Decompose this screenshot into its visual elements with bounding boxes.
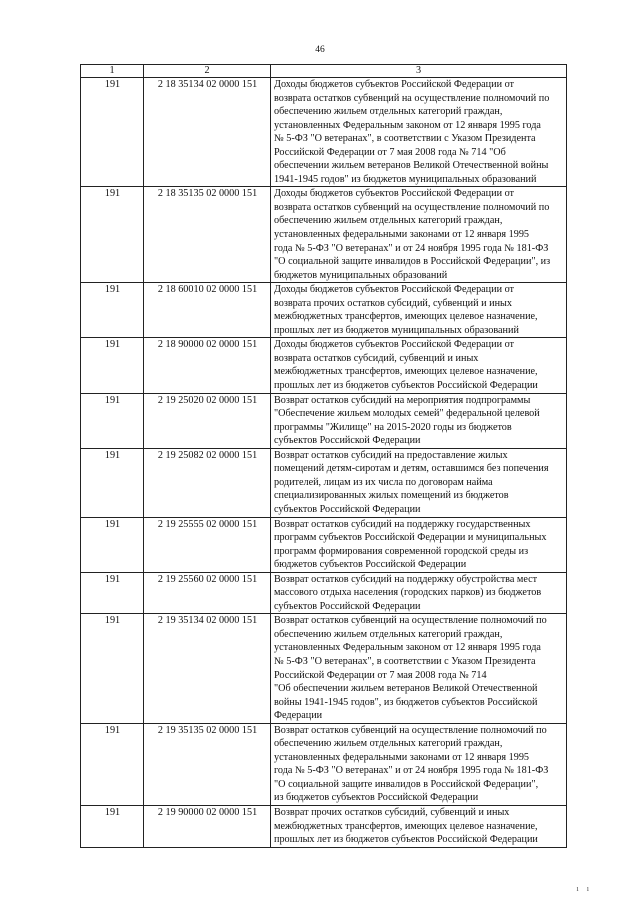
admin-code-cell: 191 [81,723,144,805]
page-number: 46 [315,45,325,55]
description-line: Возврат прочих остатков субсидий, субвенций и иных [274,806,510,818]
table-row [81,283,567,338]
description-cell [271,283,567,338]
description-cell [271,723,567,805]
admin-code-cell: 191 [81,393,144,448]
budget-code-cell: 2 18 60010 02 0000 151 [144,283,271,338]
budget-classification-table [80,64,567,848]
table-header-row [81,65,567,78]
description-line: Возврат остатков субсидий на поддержку государственных [274,518,531,530]
description-cell [271,393,567,448]
budget-code-cell: 2 19 25560 02 0000 151 [144,572,271,614]
description-line: бюджетов субъектов Российской Федерации [274,559,467,571]
description-line: обеспечению жильем отдельных категорий граждан, [274,106,503,118]
description-line: прошлых лет из бюджетов субъектов Российской Федерации [274,834,538,846]
description-cell [271,338,567,393]
description-line: Доходы бюджетов субъектов Российской Федерации от [274,339,514,351]
description-line: из бюджетов субъектов Российской Федерации [274,792,479,804]
description-cell [271,78,567,187]
description-line: обеспечению жильем отдельных категорий граждан, [274,738,503,750]
description-cell [271,517,567,572]
description-line: межбюджетных трансфертов, имеющих целевое назначение, [274,366,538,378]
description-line: Российской Федерации от 7 мая 2008 года № 714 "Об [274,146,506,158]
table-row [81,572,567,614]
column-header-3: 3 [271,65,567,78]
table-row [81,448,567,517]
description-line: установленных федеральными законами от 12 января 1995 [274,229,530,241]
description-cell [271,805,567,847]
description-line: программы "Жилище" на 2015-2020 годы из бюджетов [274,421,512,433]
description-line: Федерации [274,710,323,722]
admin-code-cell: 191 [81,572,144,614]
table-row [81,517,567,572]
description-line: года № 5-ФЗ "О ветеранах" и от 24 ноября 1995 года № 181-ФЗ [274,242,549,254]
description-line: прошлых лет из бюджетов субъектов Российской Федерации [274,380,538,392]
description-line: войны 1941-1945 годов", из бюджетов субъектов Российской [274,696,538,708]
description-line: Возврат остатков субсидий на мероприятия подпрограммы [274,394,531,406]
description-line: № 5-ФЗ "О ветеранах", в соответствии с Указом Президента [274,655,536,667]
description-cell [271,572,567,614]
description-line: возврата остатков субвенций на осуществление полномочий по [274,201,550,213]
budget-code-cell: 2 19 25082 02 0000 151 [144,448,271,517]
description-line: Доходы бюджетов субъектов Российской Федерации от [274,188,514,200]
description-line: установленных Федеральным законом от 12 января 1995 года [274,642,541,654]
admin-code-cell: 191 [81,338,144,393]
budget-code-cell: 2 19 25020 02 0000 151 [144,393,271,448]
description-line: массового отдыха населения (городских парков) из бюджетов [274,587,542,599]
budget-code-cell: 2 19 90000 02 0000 151 [144,805,271,847]
table-row [81,338,567,393]
admin-code-cell: 191 [81,805,144,847]
description-line: родителей, лицам из их числа по договорам найма [274,476,493,488]
admin-code-cell: 191 [81,283,144,338]
description-line: субъектов Российской Федерации [274,435,421,447]
description-line: программ субъектов Российской Федерации и муниципальных [274,532,547,544]
budget-code-cell: 2 18 90000 02 0000 151 [144,338,271,393]
description-line: программ формирования современной городской среды из [274,545,529,557]
description-line: обеспечении жильем ветеранов Великой Отечественной войны [274,160,549,172]
description-line: "Об обеспечении жильем ветеранов Великой Отечественной [274,683,538,695]
table-row [81,187,567,283]
description-line: возврата прочих остатков субсидий, субвенций и иных [274,297,512,309]
table-row [81,805,567,847]
description-line: помещений детям-сиротам и детям, оставшимся без попечения [274,463,549,475]
budget-code-cell: 2 18 35134 02 0000 151 [144,78,271,187]
table-row [81,723,567,805]
description-line: 1941-1945 годов" из бюджетов муниципальных образований [274,173,537,185]
table-body [81,78,567,848]
budget-code-cell: 2 19 35134 02 0000 151 [144,614,271,723]
description-line: прошлых лет из бюджетов муниципальных образований [274,324,519,336]
table-row [81,78,567,187]
description-line: обеспечению жильем отдельных категорий граждан, [274,628,503,640]
description-line: года № 5-ФЗ "О ветеранах" и от 24 ноября 1995 года № 181-ФЗ [274,765,549,777]
table-row [81,393,567,448]
description-line: Доходы бюджетов субъектов Российской Федерации от [274,284,514,296]
description-line: бюджетов муниципальных образований [274,269,448,281]
column-header-1: 1 [81,65,144,78]
scan-corner-mark: ı ı [576,884,592,893]
table-row [81,614,567,723]
description-line: "О социальной защите инвалидов в Российской Федерации", из [274,256,551,268]
admin-code-cell: 191 [81,448,144,517]
budget-code-cell: 2 18 35135 02 0000 151 [144,187,271,283]
admin-code-cell: 191 [81,187,144,283]
description-line: возврата остатков субсидий, субвенций и иных [274,352,479,364]
description-line: обеспечению жильем отдельных категорий граждан, [274,215,503,227]
description-line: Возврат остатков субвенций на осуществление полномочий по [274,615,547,627]
description-line: специализированных жилых помещений из бюджетов [274,490,509,502]
admin-code-cell: 191 [81,78,144,187]
description-line: Доходы бюджетов субъектов Российской Федерации от [274,79,514,90]
description-cell [271,187,567,283]
budget-code-cell: 2 19 25555 02 0000 151 [144,517,271,572]
description-line: "Обеспечение жильем молодых семей" федеральной целевой [274,408,540,420]
description-line: установленных Федеральным законом от 12 января 1995 года [274,119,541,131]
description-line: возврата остатков субвенций на осуществление полномочий по [274,92,550,104]
admin-code-cell: 191 [81,517,144,572]
description-cell [271,614,567,723]
description-cell [271,448,567,517]
description-line: Российской Федерации от 7 мая 2008 года № 714 [274,669,487,681]
description-line: Возврат остатков субсидий на поддержку обустройства мест [274,573,538,585]
description-line: субъектов Российской Федерации [274,503,421,515]
description-line: Возврат остатков субсидий на предоставление жилых [274,449,508,461]
description-line: № 5-ФЗ "О ветеранах", в соответствии с Указом Президента [274,133,536,145]
description-line: межбюджетных трансфертов, имеющих целевое назначение, [274,820,538,832]
description-line: "О социальной защите инвалидов в Российской Федерации", [274,778,539,790]
description-line: Возврат остатков субвенций на осуществление полномочий по [274,724,547,736]
column-header-2: 2 [144,65,271,78]
budget-code-cell: 2 19 35135 02 0000 151 [144,723,271,805]
description-line: межбюджетных трансфертов, имеющих целевое назначение, [274,311,538,323]
description-line: субъектов Российской Федерации [274,600,421,612]
description-line: установленных федеральными законами от 12 января 1995 [274,751,530,763]
admin-code-cell: 191 [81,614,144,723]
